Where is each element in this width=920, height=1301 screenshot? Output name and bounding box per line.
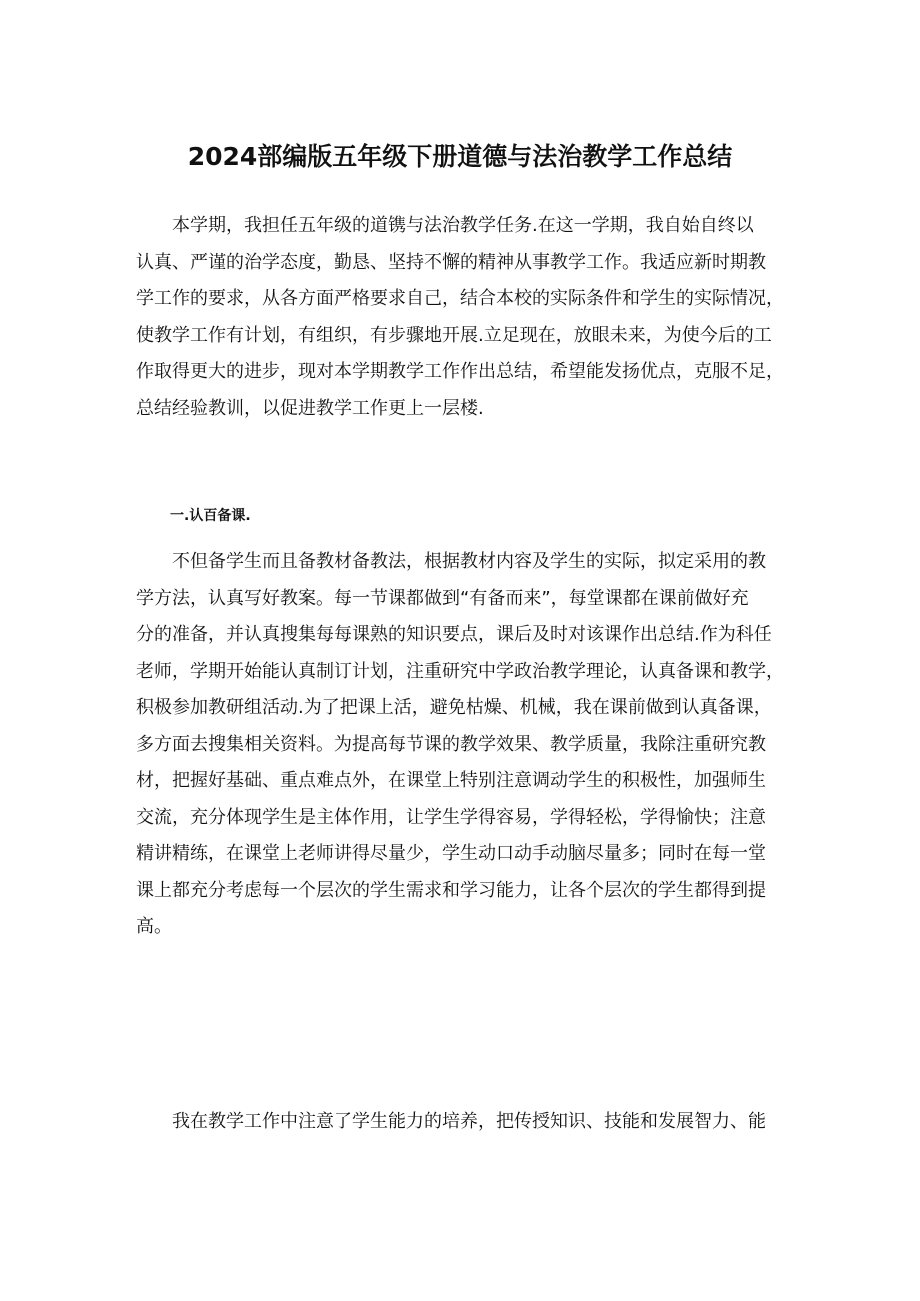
text-line: 积极参加教研组活动.为了把课上活，避免枯燥、机械，我在课前做到认真备课， [136, 697, 772, 718]
text-line: 作取得更大的进步，现对本学期教学工作作出总结，希望能发扬优点，克服不足， [136, 361, 784, 382]
text-line: 精讲精练，在课堂上老师讲得尽量少，学生动口动手动脑尽量多；同时在每一堂 [136, 843, 766, 864]
text-line: 学方法，认真写好教案。每一节课都做到“有备而来”，每堂课都在课前做好充 [136, 587, 749, 609]
document-title: 2024部编版五年级下册道德与法治教学工作总结 [187, 142, 733, 171]
text-line: 本学期，我担任五年级的道镌与法治教学任务.在这一学期，我自始自终以 [172, 215, 754, 236]
paragraph-lesson-prep [136, 544, 784, 946]
text-line: 我在教学工作中注意了学生能力的培养，把传授知识、技能和发展智力、能 [172, 1111, 766, 1132]
text-line: 高。 [136, 916, 172, 937]
text-line: 使教学工作有计划，有组织，有步骤地开展.立足现在，放眼未来，为使今后的工 [136, 324, 772, 346]
text-line: 不但备学生而且备教材备教法，根据教材内容及学生的实际，拟定采用的教 [172, 551, 766, 572]
text-line: 课上都充分考虑每一个层次的学生需求和学习能力，让各个层次的学生都得到提 [136, 879, 766, 901]
text-line: 交流，充分体现学生是主体作用，让学生学得容易，学得轻松，学得愉快；注意 [136, 806, 766, 828]
text-line: 认真、严谨的治学态度，勤恳、坚持不懈的精神从事教学工作。我适应新时期教 [136, 251, 766, 273]
paragraph-ability [136, 1104, 784, 1141]
text-line: 分的准备，并认真搜集每每课熟的知识要点，课后及时对该课作出总结.作为科任 [136, 624, 772, 645]
paragraph-intro [136, 208, 784, 427]
text-line: 总结经验教训，以促进教学工作更上一层楼. [136, 397, 484, 419]
text-line: 学工作的要求，从各方面严格要求自己，结合本校的实际条件和学生的实际情况， [136, 288, 784, 309]
section-heading: 一.认百备课. [170, 508, 251, 524]
text-line: 多方面去搜集相关资料。为提高每节课的教学效果、教学质量，我除注重研究教 [136, 733, 766, 755]
text-line: 材，把握好基础、重点难点外，在课堂上特别注意调动学生的积极性，加强师生 [136, 770, 766, 791]
text-line: 老师，学期开始能认真制订计划，注重研究中学政治教学理论，认真备课和教学， [136, 660, 784, 682]
